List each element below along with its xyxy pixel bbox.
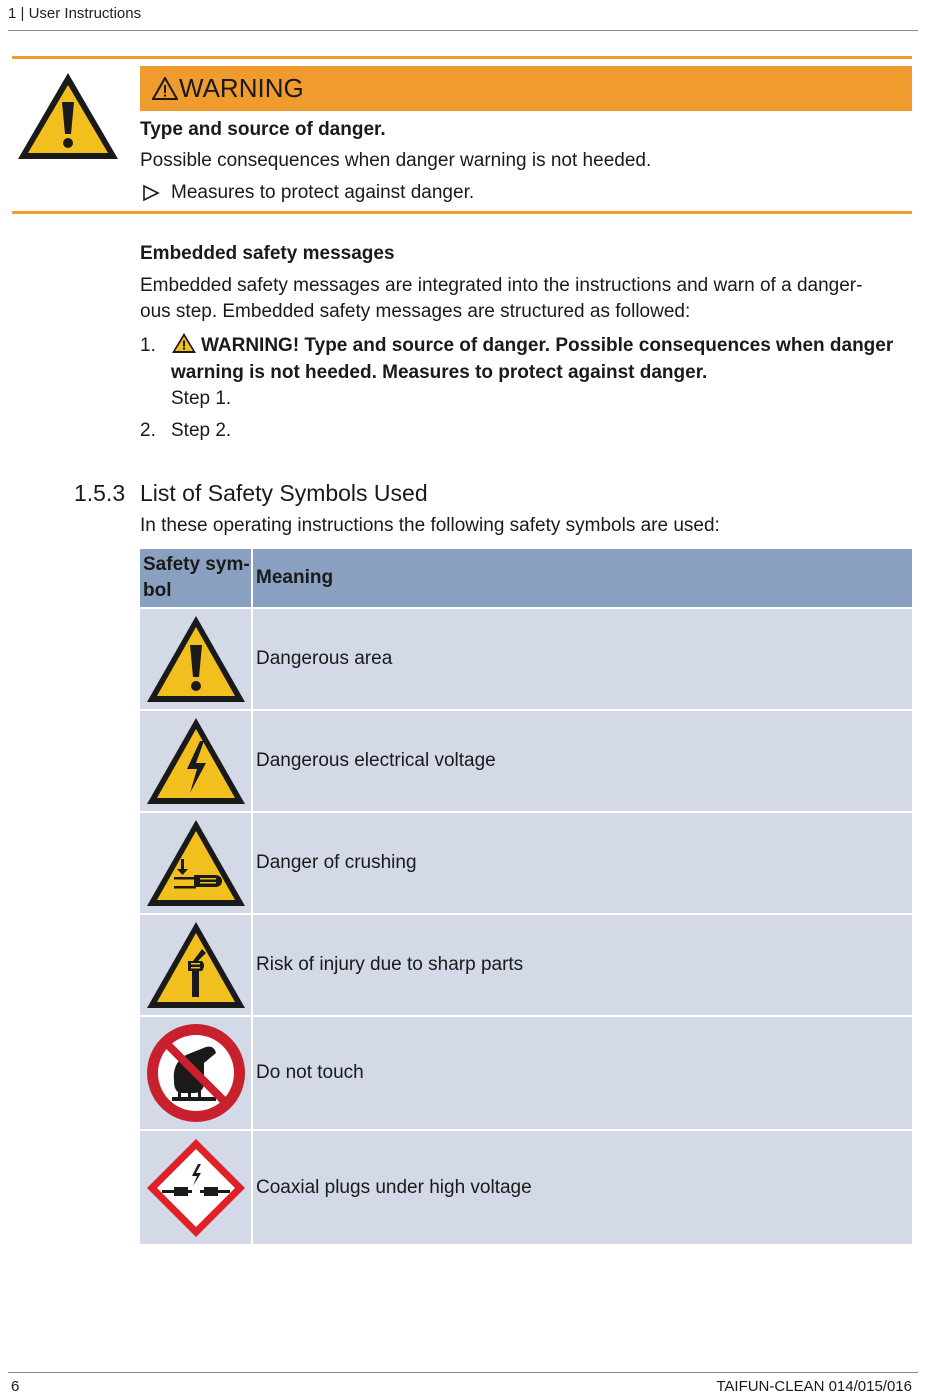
warning-signal-word: WARNING xyxy=(179,73,304,103)
warning-triangle-icon xyxy=(15,70,121,162)
dangerous-area-icon xyxy=(144,613,248,705)
table-row xyxy=(140,914,912,1016)
symbol-cell xyxy=(140,1130,252,1244)
electrical-voltage-icon xyxy=(144,715,248,807)
warning-bottom-rule xyxy=(12,211,912,214)
header-symbol-line2: bol xyxy=(143,580,172,601)
step-number: 1. xyxy=(140,335,156,356)
page-number: 6 xyxy=(11,1378,20,1395)
coaxial-high-voltage-icon xyxy=(144,1136,248,1240)
step-warning-line1: WARNING! Type and source of danger. Possible consequences when danger xyxy=(201,335,894,356)
step-text: Step 2. xyxy=(171,420,232,441)
meaning-cell: Danger of crushing xyxy=(252,812,912,914)
section-title: List of Safety Symbols Used xyxy=(140,480,428,506)
table-row xyxy=(140,812,912,914)
symbol-cell xyxy=(140,914,252,1016)
embedded-heading: Embedded safety messages xyxy=(140,243,395,264)
table-row xyxy=(140,1130,912,1244)
section-intro: In these operating instructions the following safety symbols are used: xyxy=(140,515,720,536)
meaning-cell: Dangerous electrical voltage xyxy=(252,710,912,812)
meaning-cell: Dangerous area xyxy=(252,608,912,710)
symbol-cell xyxy=(140,608,252,710)
table-row xyxy=(140,608,912,710)
header-divider xyxy=(8,30,918,31)
crushing-icon xyxy=(144,817,248,909)
header-symbol xyxy=(140,549,252,608)
warning-small-icon xyxy=(152,77,178,100)
warning-measure-line: Measures to protect against danger. xyxy=(171,182,475,203)
do-not-touch-icon xyxy=(144,1021,248,1125)
page-header: 1 | User Instructions xyxy=(8,5,142,22)
table-header-row xyxy=(140,549,912,608)
warning-inline-icon xyxy=(171,332,197,354)
warning-type-line: Type and source of danger. xyxy=(140,119,386,140)
step-warning-line2: warning is not heeded. Measures to protect against danger. xyxy=(171,362,708,383)
arrow-right-icon xyxy=(142,184,160,202)
embedded-intro-line1: Embedded safety messages are integrated into the instructions and warn of a danger- xyxy=(140,275,863,296)
product-name: TAIFUN-CLEAN 014/015/016 xyxy=(716,1378,912,1395)
step-number: 2. xyxy=(140,420,156,441)
warning-banner xyxy=(140,66,912,111)
section-number: 1.5.3 xyxy=(74,480,126,506)
section-heading xyxy=(74,480,428,507)
sharp-parts-icon xyxy=(144,919,248,1011)
warning-top-rule xyxy=(12,56,912,59)
meaning-cell: Risk of injury due to sharp parts xyxy=(252,914,912,1016)
meaning-cell: Do not touch xyxy=(252,1016,912,1130)
warning-consequence-line: Possible consequences when danger warning is not heeded. xyxy=(140,150,652,171)
table-row xyxy=(140,1016,912,1130)
symbol-cell xyxy=(140,812,252,914)
symbol-cell xyxy=(140,710,252,812)
symbol-cell xyxy=(140,1016,252,1130)
step-text: Step 1. xyxy=(171,388,232,409)
header-meaning: Meaning xyxy=(252,549,912,608)
meaning-cell: Coaxial plugs under high voltage xyxy=(252,1130,912,1244)
footer-divider xyxy=(8,1372,918,1373)
table-row xyxy=(140,710,912,812)
embedded-intro-line2: ous step. Embedded safety messages are structured as followed: xyxy=(140,301,691,322)
header-symbol-line1: Safety sym- xyxy=(143,554,250,575)
safety-symbols-table xyxy=(140,549,912,1244)
